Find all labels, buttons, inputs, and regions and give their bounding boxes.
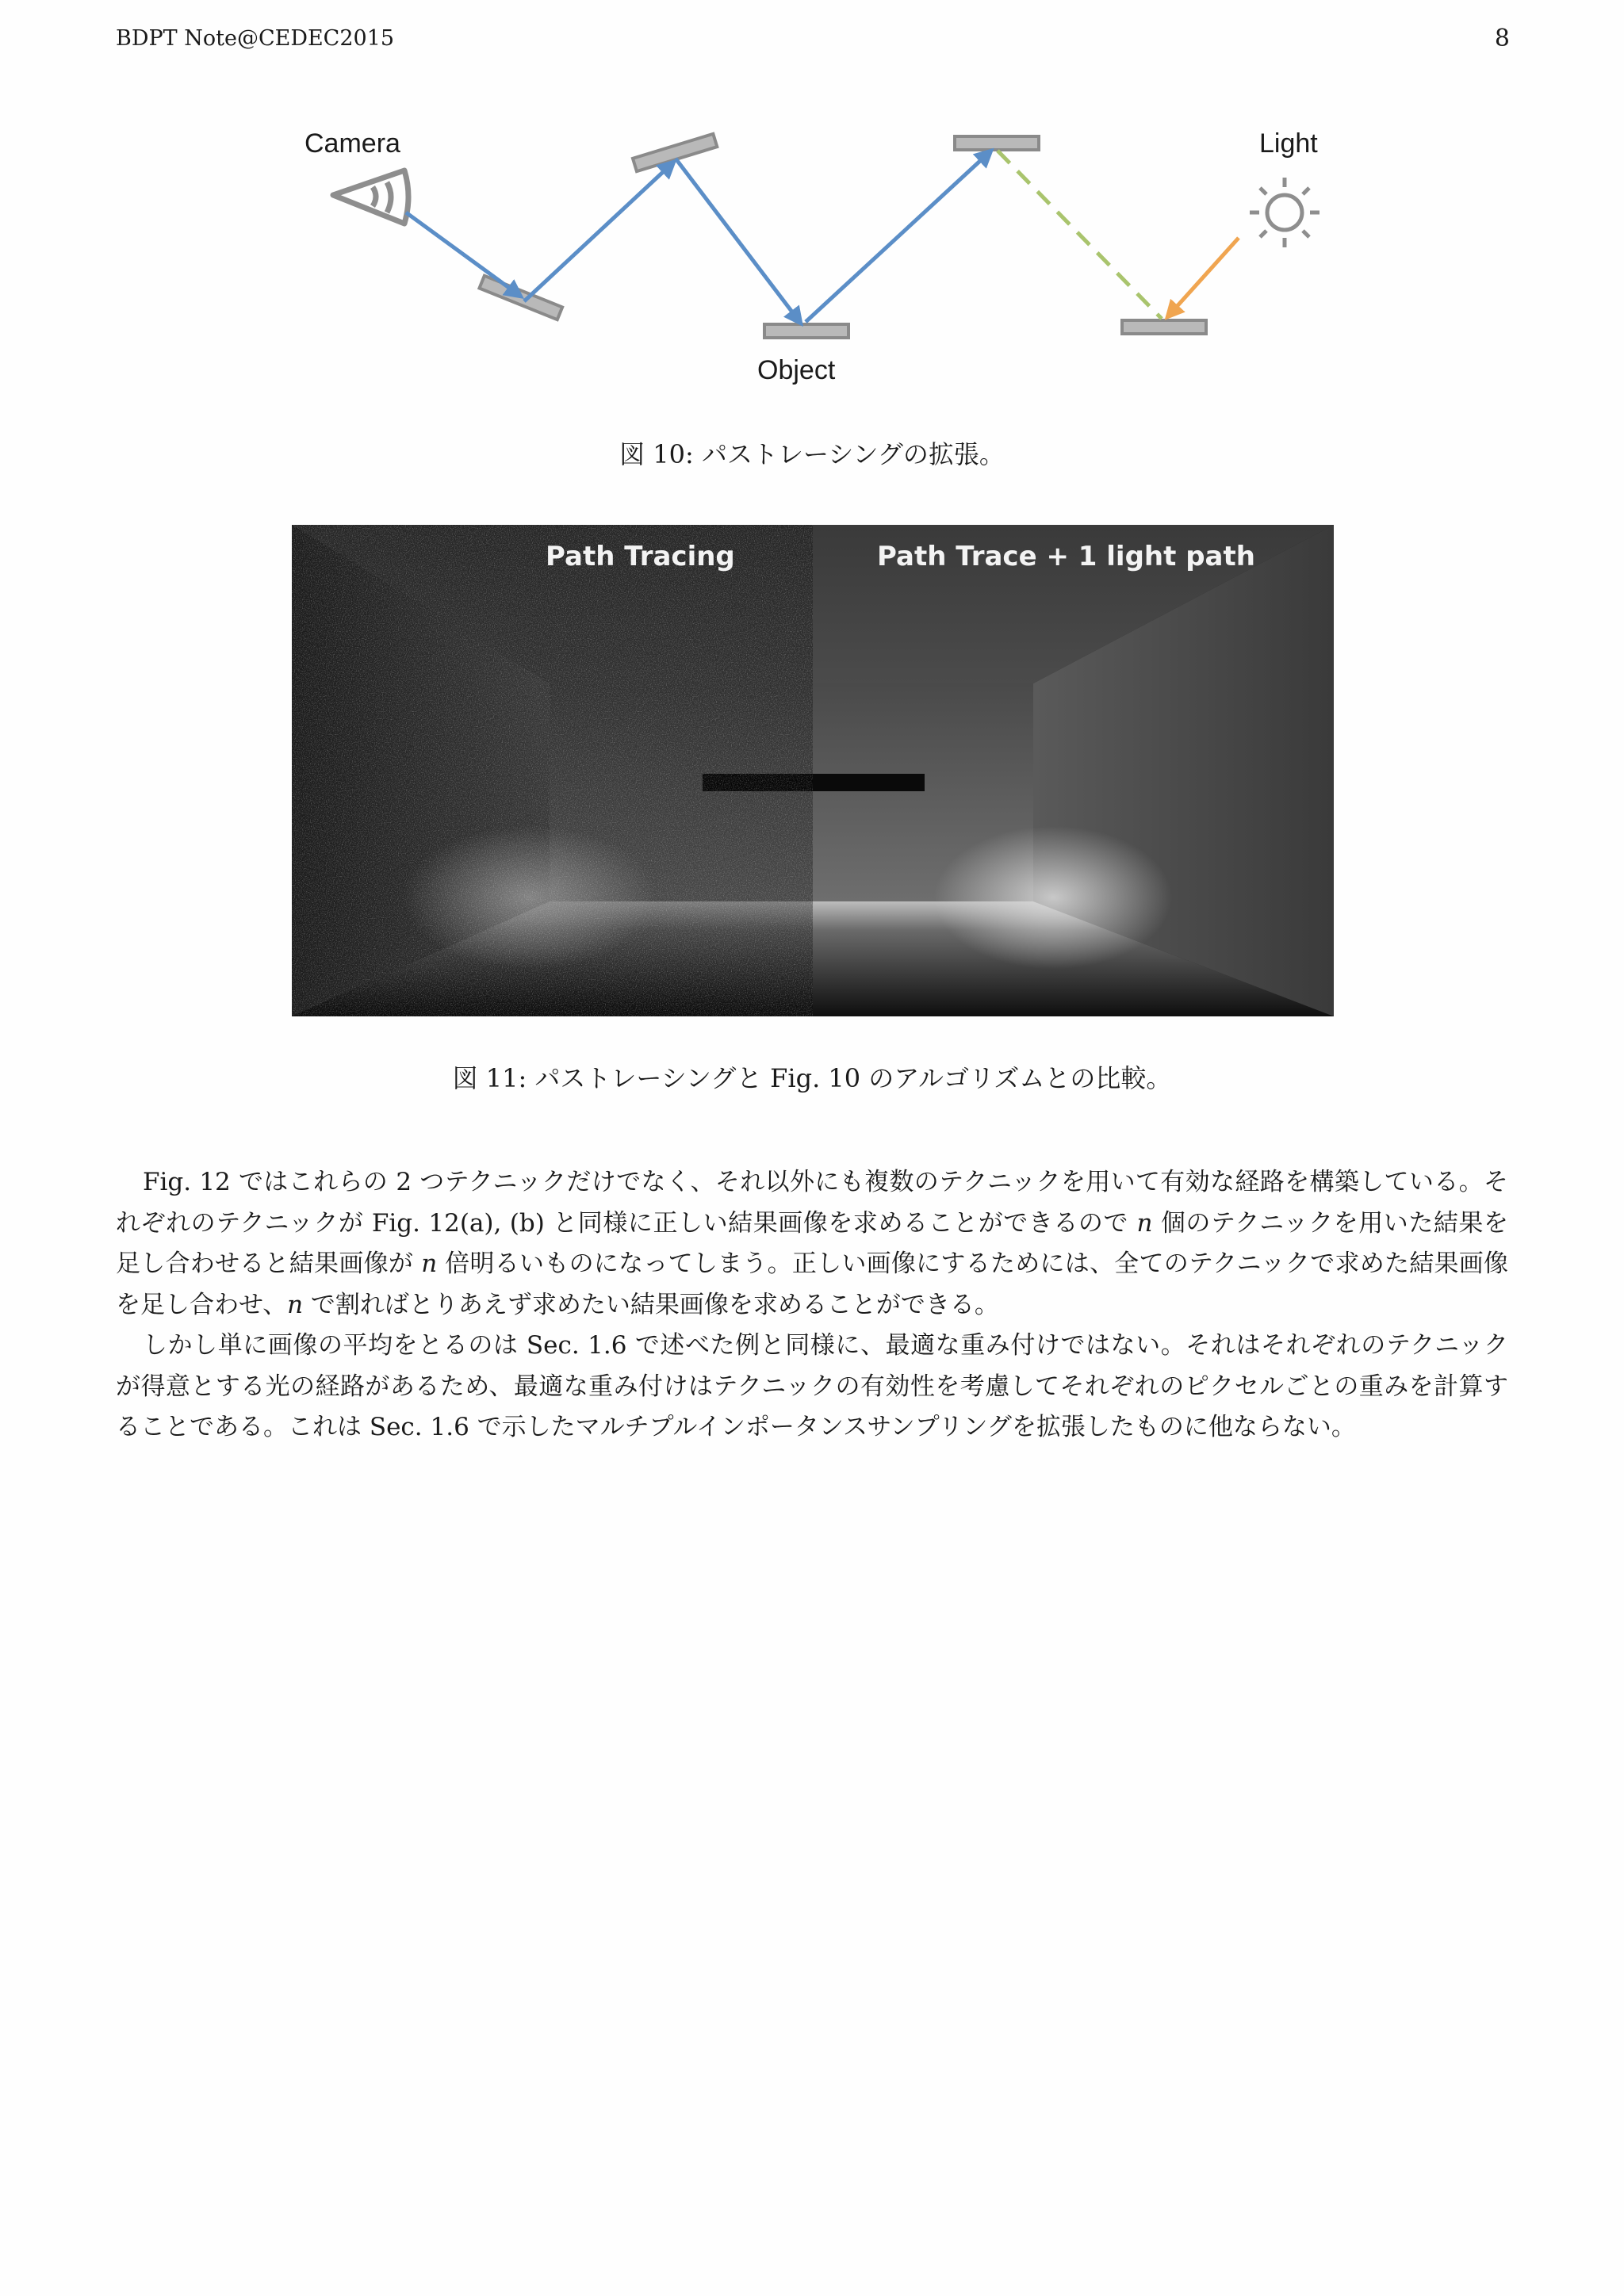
- paragraph-1: Fig. 12 ではこれらの 2 つテクニックだけでなく、それ以外にも複数のテクニックを用いて有効な経路を構築している。それぞれのテクニックが Fig. 12(a), (b) と同様に正しい結果画像を求めることができるので n 個のテクニックを用いた結果を足し合わせると結果画像が n 倍明るいものになってしまう。正しい画像にするためには、全てのテクニックで求めた結果画像を足し合わせ、n で割ればとりあえず求めたい結果画像を求めることができる。: [116, 1168, 1508, 1319]
- light-label: Light: [1259, 128, 1318, 159]
- figure-11-caption: 図 11: パストレーシングと Fig. 10 のアルゴリズムとの比較。: [452, 1063, 1172, 1093]
- light-path-label: Path Trace + 1 light path: [877, 541, 1255, 572]
- object-label: Object: [757, 355, 836, 385]
- running-header: BDPT Note@CEDEC2015: [116, 26, 395, 51]
- surface-3: [955, 136, 1039, 150]
- surfaces: [479, 134, 1206, 338]
- camera-path-segment: [524, 162, 674, 301]
- camera-path-segment: [676, 159, 801, 323]
- surface-1: [479, 276, 562, 320]
- sun-icon: [1250, 178, 1320, 247]
- camera-label: Camera: [304, 128, 400, 159]
- path-extension-diagram: [293, 119, 1332, 396]
- connection-path: [998, 151, 1162, 319]
- path-tracing-label: Path Tracing: [546, 541, 735, 572]
- paragraph-2: しかし単に画像の平均をとるのは Sec. 1.6 で述べた例と同様に、最適な重み付けではない。それはそれぞれのテクニックが得意とする光の経路があるため、最適な重み付けはテクニックの有効性を考慮してそれぞれのピクセルごとの重みを計算することである。これは Sec. 1.6 で示したマルチプルインポータンスサンプリングを拡張したものに他ならない。: [116, 1331, 1508, 1441]
- camera-path-segment: [406, 212, 521, 297]
- light-path-segment: [1167, 238, 1239, 317]
- page-number: 8: [1494, 25, 1510, 52]
- eye-icon: [333, 170, 408, 224]
- surface-object: [764, 324, 848, 338]
- surface-2: [633, 134, 717, 171]
- render-comparison-image: [292, 525, 1334, 1016]
- surface-light: [1122, 320, 1206, 334]
- figure-10-caption: 図 10: パストレーシングの拡張。: [619, 439, 1005, 469]
- camera-path-segment: [806, 151, 991, 322]
- body-text: [116, 1162, 1508, 1448]
